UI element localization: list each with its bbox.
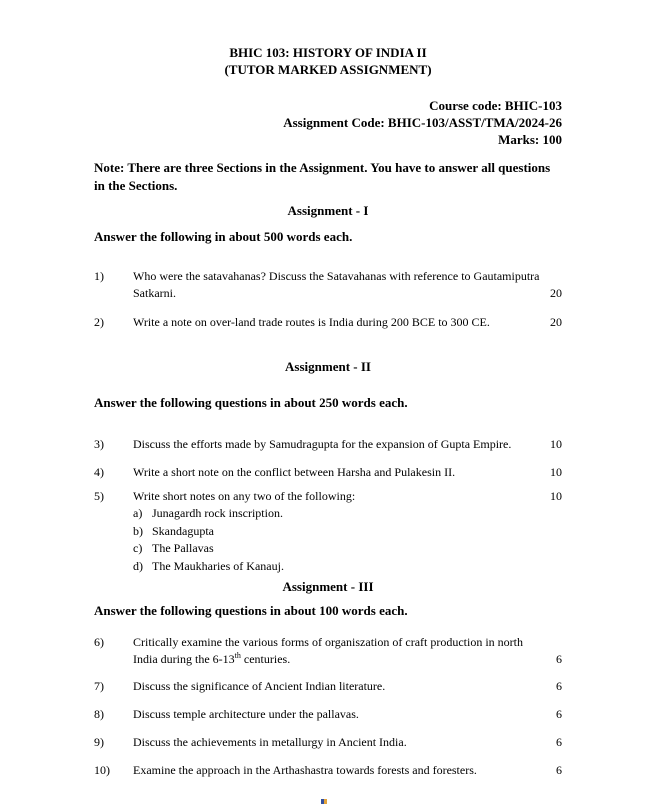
subitem-label: d) xyxy=(133,558,143,573)
document-title: BHIC 103: HISTORY OF INDIA II xyxy=(229,45,427,60)
subitem-label: a) xyxy=(133,506,143,520)
subitem-label: c) xyxy=(133,541,143,555)
section-2-heading: Assignment - II xyxy=(285,359,371,374)
question-marks: 6 xyxy=(556,735,562,749)
ordinal-superscript: th xyxy=(234,651,241,660)
question-marks: 20 xyxy=(550,286,562,300)
question-5 xyxy=(94,488,562,505)
subitem-a xyxy=(133,505,562,523)
total-marks: Marks: 100 xyxy=(498,132,562,147)
question-number: 8) xyxy=(94,707,104,721)
question-7 xyxy=(94,678,562,695)
assignment-code: Assignment Code: BHIC-103/ASST/TMA/2024-26 xyxy=(283,115,562,130)
question-8 xyxy=(94,706,562,723)
subitem-c xyxy=(133,540,562,558)
question-text-segment: centuries. xyxy=(240,652,291,666)
question-10 xyxy=(94,762,562,779)
subitem-text: The Pallavas xyxy=(152,541,214,555)
question-number: 2) xyxy=(94,315,104,329)
question-marks: 6 xyxy=(556,652,562,666)
question-text: Write a short note on the conflict between Harsha and Pulakesin II. xyxy=(133,465,456,479)
question-marks: 20 xyxy=(550,315,562,329)
question-number: 5) xyxy=(94,489,104,503)
subitem-label: b) xyxy=(133,523,143,538)
question-text: Examine the approach in the Arthashastra towards forests and foresters. xyxy=(133,763,477,777)
question-marks: 6 xyxy=(556,679,562,693)
question-text: Write a note on over-land trade routes is India during 200 BCE to 300 CE. xyxy=(133,315,490,329)
section-3-instruction: Answer the following questions in about 100 words each. xyxy=(94,603,408,618)
question-marks: 10 xyxy=(550,437,562,451)
question-number: 10) xyxy=(94,763,110,777)
meta-block xyxy=(94,97,562,148)
question-text: Discuss the significance of Ancient Indian literature. xyxy=(133,679,386,693)
subitem-d xyxy=(133,558,562,576)
subitem-b xyxy=(133,523,562,541)
question-number: 7) xyxy=(94,679,104,693)
question-text xyxy=(133,634,540,668)
question-9 xyxy=(94,734,562,751)
question-5-subitems xyxy=(133,505,562,575)
question-text: Discuss the efforts made by Samudragupta for the expansion of Gupta Empire. xyxy=(133,437,512,451)
document-subtitle: (TUTOR MARKED ASSIGNMENT) xyxy=(224,62,432,77)
section-1-heading: Assignment - I xyxy=(287,203,369,218)
question-1 xyxy=(94,268,562,302)
question-text: Discuss the achievements in metallurgy in Ancient India. xyxy=(133,735,407,749)
question-2 xyxy=(94,314,562,331)
question-marks: 10 xyxy=(550,489,562,503)
section-1-instruction: Answer the following in about 500 words each. xyxy=(94,229,353,244)
question-3 xyxy=(94,436,562,453)
note-text: Note: There are three Sections in the Assignment. You have to answer all questions in the Sections. xyxy=(94,160,551,193)
question-marks: 10 xyxy=(550,465,562,479)
subitem-text: The Maukharies of Kanauj. xyxy=(152,558,284,573)
question-text: Who were the satavahanas? Discuss the Satavahanas with reference to Gautamiputra Satkarni. xyxy=(133,269,540,300)
course-code: Course code: BHIC-103 xyxy=(429,98,562,113)
section-3-heading: Assignment - III xyxy=(282,579,374,594)
question-number: 4) xyxy=(94,465,104,479)
subitem-text: Junagardh rock inscription. xyxy=(152,506,283,520)
question-text-segment: Critically examine the various forms of organiszation of craft production in north India during the 6-13 xyxy=(133,635,524,666)
question-4 xyxy=(94,464,562,481)
question-text: Write short notes on any two of the following: xyxy=(133,489,356,503)
question-number: 3) xyxy=(94,437,104,451)
title-block xyxy=(94,44,562,78)
section-2-instruction: Answer the following questions in about 250 words each. xyxy=(94,395,408,410)
question-6 xyxy=(94,634,562,668)
subitem-text: Skandagupta xyxy=(152,523,214,538)
question-text: Discuss temple architecture under the pallavas. xyxy=(133,707,359,721)
footer-mark xyxy=(321,799,327,804)
question-marks: 6 xyxy=(556,763,562,777)
question-number: 6) xyxy=(94,635,104,649)
question-number: 1) xyxy=(94,269,104,283)
question-number: 9) xyxy=(94,735,104,749)
question-marks: 6 xyxy=(556,707,562,721)
